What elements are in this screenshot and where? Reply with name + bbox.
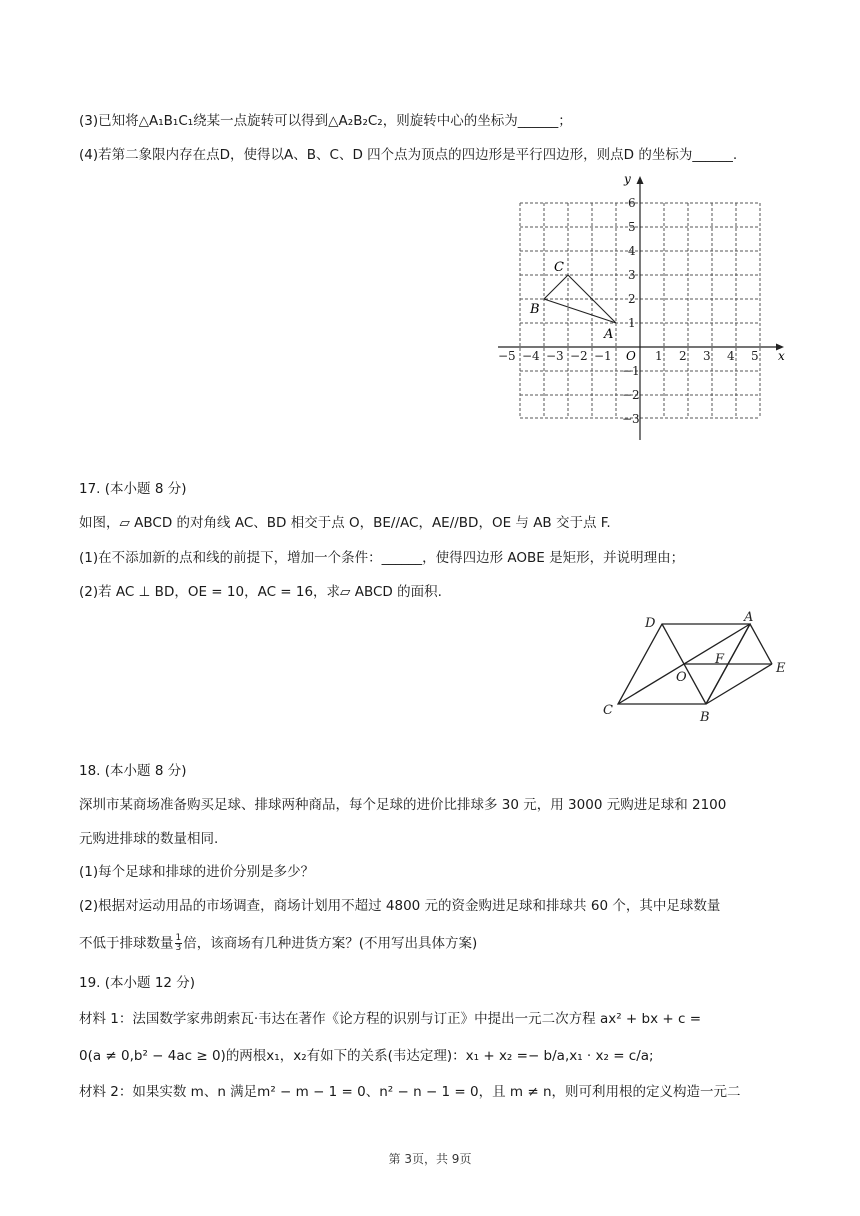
y-tick: 3 [628, 268, 636, 282]
x-axis-label: x [778, 349, 785, 363]
vertex-label-o: O [676, 670, 687, 685]
x-tick: 4 [727, 349, 735, 363]
y-tick: 2 [628, 292, 636, 306]
axes [498, 176, 784, 440]
coordinate-grid-figure [490, 168, 800, 443]
vertex-label-d: D [645, 616, 656, 631]
q17-intro: 如图，▱ ABCD 的对角线 AC、BD 相交于点 O，BE//AC，AE//BD，OE 与 AB 交于点 F. [79, 515, 611, 531]
vertex-label-a: A [744, 610, 754, 625]
point-label-c: C [554, 260, 564, 275]
x-tick: −3 [546, 349, 564, 363]
fraction [175, 934, 183, 953]
q18-part2-line1: (2)根据对运动用品的市场调查，商场计划用不超过 4800 元的资金购进足球和排球共 60 个，其中足球数量 [79, 898, 721, 914]
y-axis-label: y [624, 172, 631, 186]
q19-material1-line2: 0(a ≠ 0,b² − 4ac ≥ 0)的两根x₁，x₂有如下的关系(韦达定理)：x₁ + x₂ =− b/a,x₁ · x₂ = c/a; [79, 1048, 654, 1064]
y-tick: −3 [622, 412, 640, 426]
vertex-label-f: F [715, 652, 725, 667]
q17-part1: (1)在不添加新的点和线的前提下，增加一个条件：______，使得四边形 AOBE 是矩形，并说明理由； [79, 550, 685, 566]
q18-part2-line2 [79, 934, 477, 953]
y-tick-labels [622, 196, 640, 426]
q17-part2: (2)若 AC ⊥ BD，OE = 10，AC = 16，求▱ ABCD 的面积. [79, 584, 442, 600]
q19-header: 19. (本小题 12 分) [79, 975, 196, 991]
q18-intro-line2: 元购进排球的数量相同. [79, 831, 219, 847]
y-tick: 6 [628, 196, 636, 210]
fraction-denominator: 3 [175, 943, 182, 953]
q18-part2-text-b: 倍，该商场有几种进货方案？(不用写出具体方案) [183, 935, 478, 952]
x-tick: −4 [522, 349, 540, 363]
x-tick: −5 [498, 349, 516, 363]
y-tick: 1 [628, 316, 636, 330]
x-tick: 2 [679, 349, 687, 363]
y-tick: 5 [628, 220, 636, 234]
x-tick: −1 [594, 349, 612, 363]
vertex-label-e: E [776, 661, 786, 676]
point-label-a: A [604, 327, 614, 342]
origin-label: O [626, 349, 636, 363]
x-tick: −2 [570, 349, 588, 363]
x-tick: 3 [703, 349, 711, 363]
y-tick: −2 [622, 388, 640, 402]
q18-part2-text-a: 不低于排球数量 [79, 935, 174, 952]
q18-header: 18. (本小题 8 分) [79, 763, 187, 779]
y-tick: 4 [628, 244, 636, 258]
q19-material2-line1: 材料 2：如果实数 m、n 满足m² − m − 1 = 0、n² − n − 1 = 0，且 m ≠ n，则可利用根的定义构造一元二 [79, 1084, 741, 1100]
point-label-b: B [530, 302, 540, 317]
vertex-label-c: C [603, 703, 613, 718]
q17-header: 17. (本小题 8 分) [79, 481, 187, 497]
x-tick: 1 [655, 349, 663, 363]
q16-part3: (3)已知将△A₁B₁C₁绕某一点旋转可以得到△A₂B₂C₂，则旋转中心的坐标为______； [79, 113, 572, 129]
q19-material1-line1: 材料 1：法国数学家弗朗索瓦·韦达在著作《论方程的识别与订正》中提出一元二次方程 ax² + bx + c = [79, 1011, 702, 1027]
parallelogram-figure [598, 608, 798, 728]
y-tick: −1 [622, 364, 640, 378]
q16-part4: (4)若第二象限内存在点D，使得以A、B、C、D 四个点为顶点的四边形是平行四边形，则点D 的坐标为______. [79, 147, 738, 163]
page-footer: 第 3页，共 9页 [388, 1152, 472, 1166]
x-tick: 5 [751, 349, 759, 363]
q18-intro-line1: 深圳市某商场准备购买足球、排球两种商品，每个足球的进价比排球多 30 元，用 3000 元购进足球和 2100 [79, 797, 727, 813]
vertex-label-b: B [700, 710, 710, 725]
q18-part1: (1)每个足球和排球的进价分别是多少？ [79, 864, 315, 880]
fraction-numerator: 1 [175, 933, 182, 943]
